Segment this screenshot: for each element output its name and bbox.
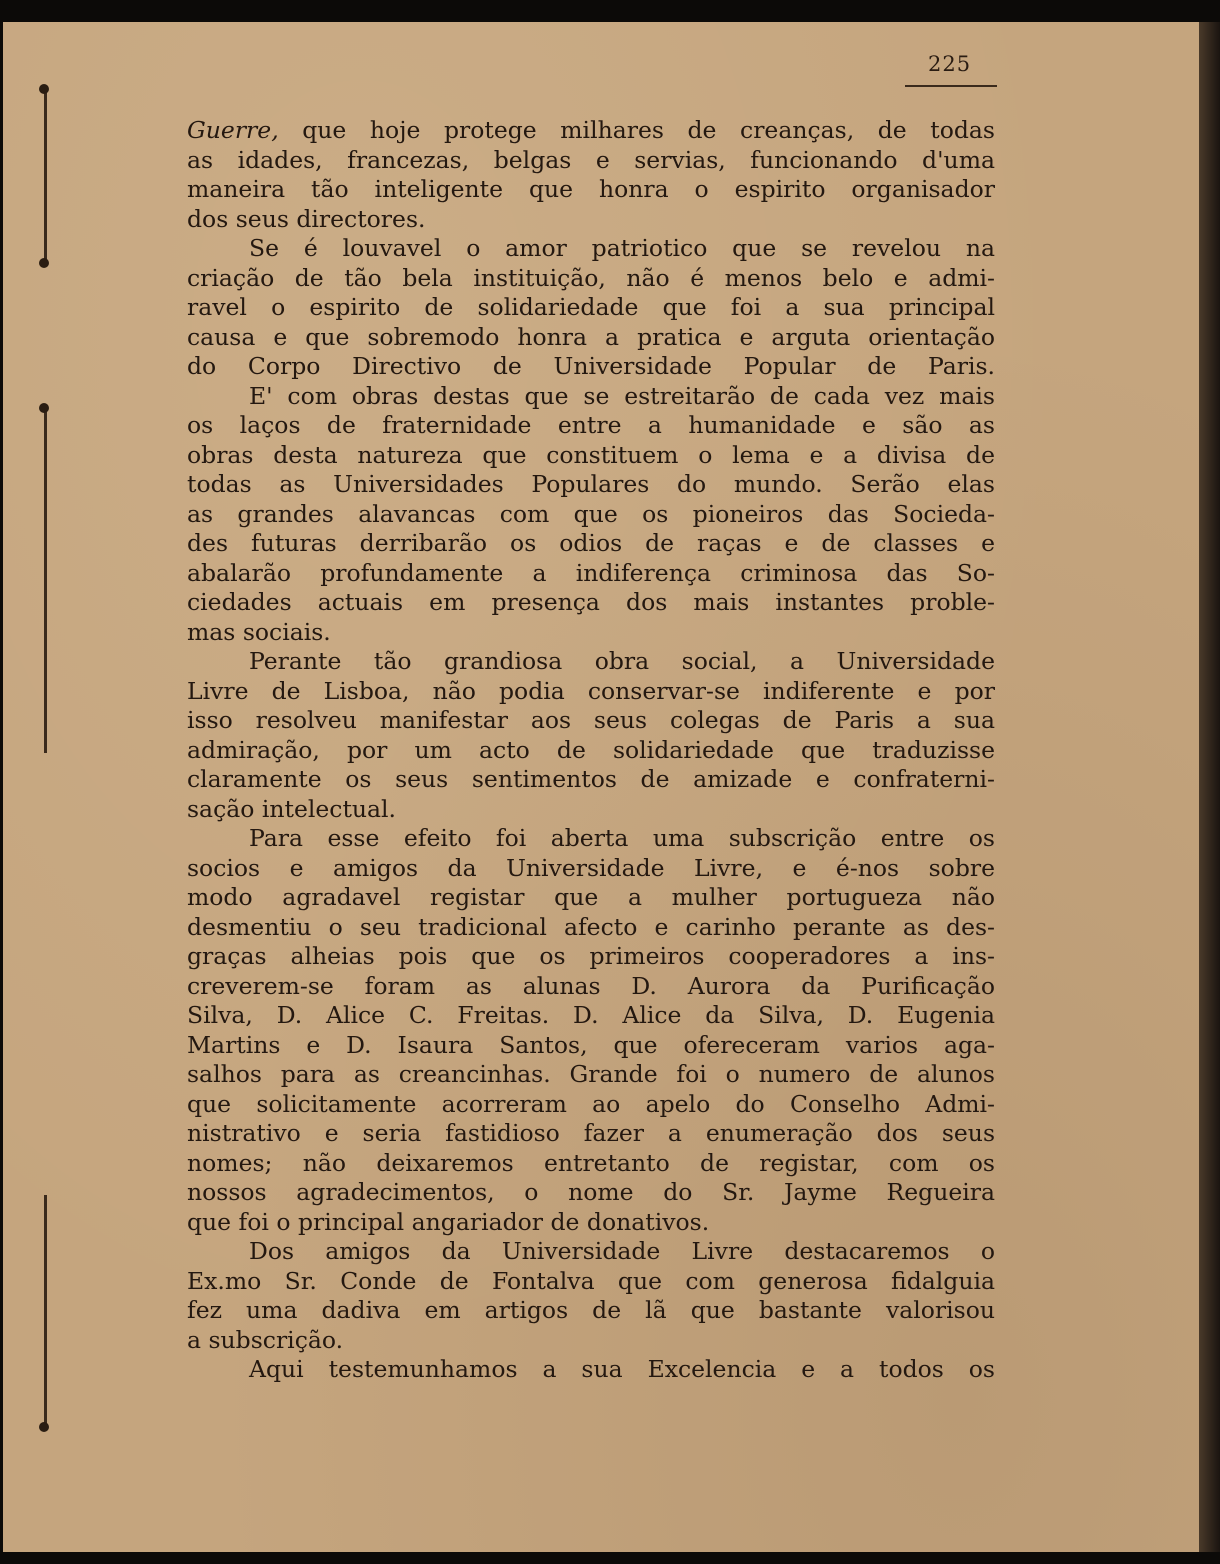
text-line: creverem-se foram as alunas D. Aurora da Purificação [187, 971, 995, 1000]
page-edge-shadow [1199, 22, 1220, 1552]
page-number: 225 [928, 52, 972, 76]
text-line: nossos agradecimentos, o nome do Sr. Jayme Regueira [187, 1178, 995, 1206]
page-number-rule [905, 85, 997, 87]
text-line: Perante tão grandiosa obra social, a Universidade [249, 647, 995, 675]
text-line: as grandes alavancas com que os pioneiros das Socieda- [187, 499, 995, 528]
text-line: Ex.mo Sr. Conde de Fontalva que com generosa fidalguia [187, 1266, 995, 1295]
text-line: Livre de Lisboa, não podia conservar-se indiferente e por [187, 676, 995, 705]
text-line: todas as Universidades Populares do mundo. Serão elas [187, 470, 995, 498]
text-line: a subscrição. [187, 1325, 344, 1354]
text-line [187, 116, 995, 146]
text-line: fez uma dadiva em artigos de lã que bastante valorisou [187, 1296, 995, 1324]
text-line: E' com obras destas que se estreitarão de cada vez mais [249, 381, 995, 410]
text-line: Silva, D. Alice C. Freitas. D. Alice da Silva, D. Eugenia [187, 1001, 995, 1029]
text-line: que foi o principal angariador de donativos. [187, 1207, 710, 1236]
text-line: as idades, francezas, belgas e servias, funcionando d'uma [187, 145, 995, 174]
text-line: abalarão profundamente a indiferença criminosa das So- [187, 558, 995, 587]
binding-thread-upper [44, 88, 47, 263]
text-line: Para esse efeito foi aberta uma subscrição entre os [249, 824, 995, 852]
text-line: Dos amigos da Universidade Livre destacaremos o [249, 1237, 995, 1265]
text-line: criação de tão bela instituição, não é menos belo e admi- [187, 263, 995, 292]
text-line: nistrativo e seria fastidioso fazer a enumeração dos seus [187, 1119, 995, 1147]
binding-thread-lower [44, 1195, 47, 1425]
line-text: que hoje protege milhares de creanças, de todas [278, 116, 995, 144]
text-line: dos seus directores. [187, 204, 426, 233]
text-line: isso resolveu manifestar aos seus colegas de Paris a sua [187, 706, 995, 734]
text-line: sação intelectual. [187, 794, 397, 823]
body-text [187, 116, 995, 1385]
text-line: ciedades actuais em presença dos mais instantes proble- [187, 588, 995, 616]
text-line: ravel o espirito de solidariedade que foi a sua principal [187, 293, 995, 321]
binding-stitch [39, 84, 49, 94]
binding-stitch [39, 1422, 49, 1432]
binding-stitch [39, 403, 49, 413]
text-line: Martins e D. Isaura Santos, que ofereceram varios aga- [187, 1030, 995, 1059]
text-line: que solicitamente acorreram ao apelo do Conselho Admi- [187, 1089, 995, 1118]
text-line: os laços de fraternidade entre a humanidade e são as [187, 411, 995, 439]
text-line: salhos para as creancinhas. Grande foi o numero de alunos [187, 1060, 995, 1088]
text-line: des futuras derribarão os odios de raças e de classes e [187, 529, 995, 557]
text-line: mas sociais. [187, 617, 331, 646]
text-line: desmentiu o seu tradicional afecto e carinho perante as des- [187, 912, 995, 941]
text-line: nomes; não deixaremos entretanto de registar, com os [187, 1148, 995, 1177]
text-line: modo agradavel registar que a mulher portugueza não [187, 883, 995, 911]
binding-stitch [39, 258, 49, 268]
text-line: Se é louvavel o amor patriotico que se revelou na [249, 234, 995, 262]
text-line: socios e amigos da Universidade Livre, e é-nos sobre [187, 853, 995, 882]
text-line: obras desta natureza que constituem o lema e a divisa de [187, 440, 995, 469]
binding-thread-middle [44, 408, 47, 753]
italic-word: Guerre, [187, 116, 279, 144]
text-line: do Corpo Directivo de Universidade Popular de Paris. [187, 352, 995, 380]
text-line: maneira tão inteligente que honra o espirito organisador [187, 175, 995, 203]
text-line: claramente os seus sentimentos de amizade e confraterni- [187, 765, 995, 793]
text-line: causa e que sobremodo honra a pratica e arguta orientação [187, 322, 995, 351]
text-line: admiração, por um acto de solidariedade que traduzisse [187, 735, 995, 764]
text-line: graças alheias pois que os primeiros cooperadores a ins- [187, 942, 995, 970]
text-line: Aqui testemunhamos a sua Excelencia e a todos os [249, 1355, 995, 1383]
